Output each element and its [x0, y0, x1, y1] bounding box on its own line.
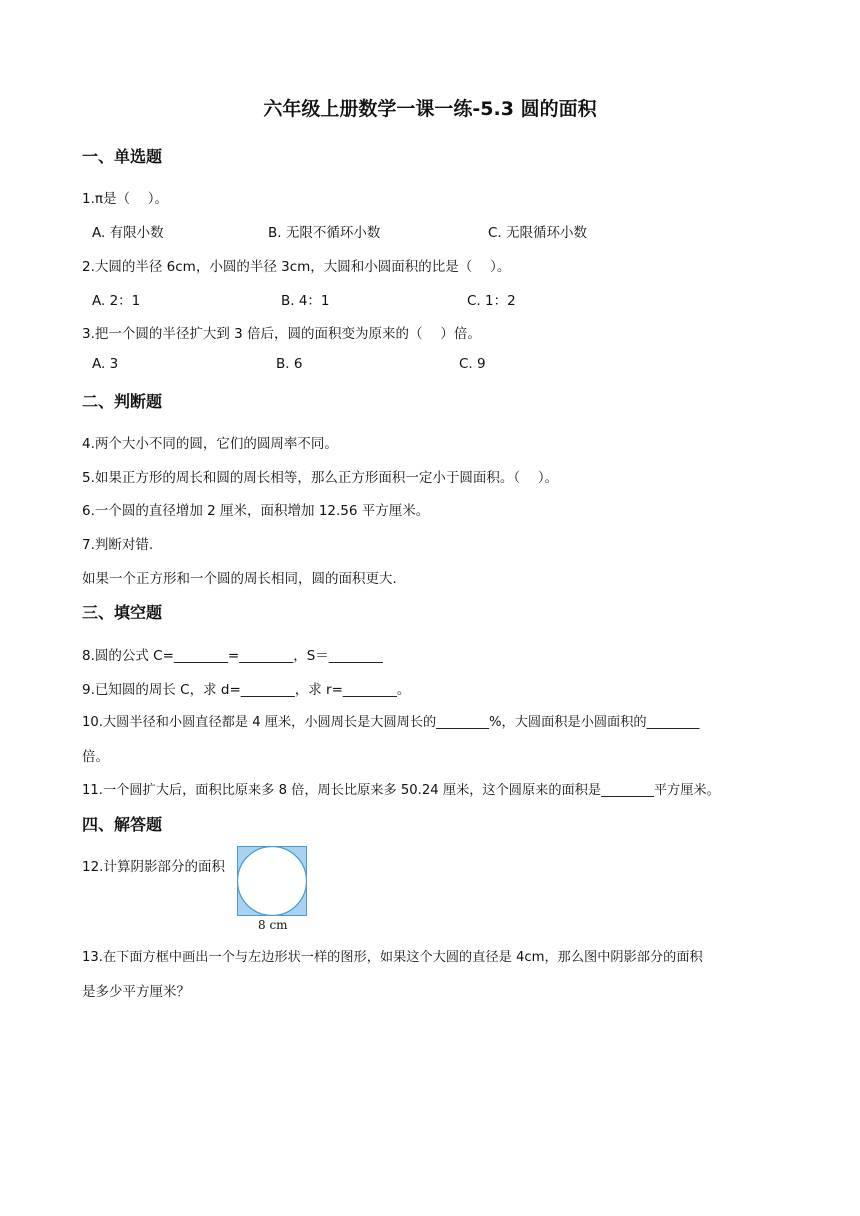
question-9: 9.已知圆的周长 C，求 d=________，求 r=________。 — [82, 682, 411, 698]
section-heading-fill-in: 三、填空题 — [82, 603, 163, 622]
q2-option-c: C. 1：2 — [467, 293, 516, 309]
question-10-continued: 倍。 — [82, 749, 109, 765]
question-6: 6.一个圆的直径增加 2 厘米，面积增加 12.56 平方厘米。 — [82, 503, 430, 519]
q3-option-b: B. 6 — [276, 356, 303, 372]
question-13-continued: 是多少平方厘米？ — [82, 984, 190, 1000]
question-7: 7.判断对错. — [82, 537, 154, 553]
question-3: 3.把一个圆的半径扩大到 3 倍后，圆的面积变为原来的（ ）倍。 — [82, 326, 481, 342]
section-heading-true-false: 二、判断题 — [82, 392, 163, 411]
page-title: 六年级上册数学一课一练-5.3 圆的面积 — [263, 98, 597, 120]
q1-option-a: A. 有限小数 — [92, 225, 164, 241]
question-4: 4.两个大小不同的圆，它们的圆周率不同。 — [82, 436, 338, 452]
question-7-statement: 如果一个正方形和一个圆的周长相同，圆的面积更大. — [82, 571, 397, 587]
question-2: 2.大圆的半径 6cm，小圆的半径 3cm，大圆和小圆面积的比是（ ）。 — [82, 259, 511, 275]
q3-option-a: A. 3 — [92, 356, 119, 372]
question-11: 11.一个圆扩大后，面积比原来多 8 倍，周长比原来多 50.24 厘米，这个圆原来的面积是________平方厘米。 — [82, 783, 720, 798]
q1-option-c: C. 无限循环小数 — [488, 225, 588, 241]
shaded-square-circle-figure — [237, 846, 307, 916]
section-heading-solve: 四、解答题 — [82, 815, 163, 834]
section-heading-single-choice: 一、单选题 — [82, 147, 163, 166]
q3-option-c: C. 9 — [459, 356, 486, 372]
question-10: 10.大圆半径和小圆直径都是 4 厘米，小圆周长是大圆周长的________%，大圆面积是小圆面积的________ — [82, 715, 700, 730]
figure-side-label: 8 cm — [258, 918, 288, 932]
q2-option-b: B. 4：1 — [281, 293, 330, 309]
inscribed-circle — [238, 847, 307, 916]
question-8: 8.圆的公式 C=________=________，S＝________ — [82, 648, 383, 664]
question-5: 5.如果正方形的周长和圆的周长相等，那么正方形面积一定小于圆面积。（ ）。 — [82, 470, 559, 486]
question-13: 13.在下面方框中画出一个与左边形状一样的图形，如果这个大圆的直径是 4cm，那么图中阴影部分的面积 — [82, 950, 703, 965]
q2-option-a: A. 2：1 — [92, 293, 141, 309]
question-1: 1.π是（ ）。 — [82, 191, 169, 207]
q1-option-b: B. 无限不循环小数 — [268, 225, 381, 241]
question-12: 12.计算阴影部分的面积 — [82, 859, 225, 875]
